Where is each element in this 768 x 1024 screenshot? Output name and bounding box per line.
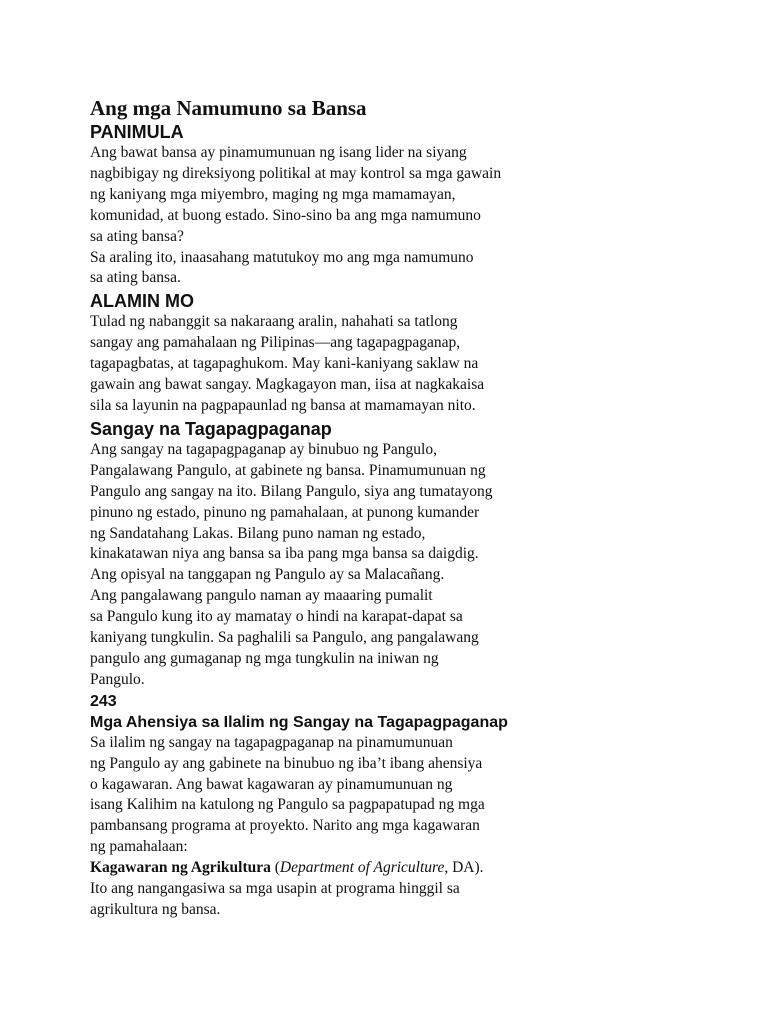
text-line: Ito ang nangangasiwa sa mga usapin at programa hinggil sa [90, 880, 460, 898]
agrikultura-paren-open: ( [270, 859, 280, 877]
text-line: Pangulo. [90, 670, 145, 688]
text-line: komunidad, at buong estado. Sino-sino ba ang mga namumuno [90, 206, 481, 224]
agrikultura-title-line [90, 858, 570, 879]
text-line: ng Pangulo ay ang gabinete na binubuo ng iba’t ibang ahensiya [90, 754, 483, 772]
text-line: isang Kalihim na katulong ng Pangulo sa pagpapatupad ng mga [90, 796, 485, 814]
text-line: sa ating bansa. [90, 269, 181, 287]
text-line: sa ating bansa? [90, 227, 184, 245]
section-heading-sangay: Sangay na Tagapagpaganap [90, 418, 332, 439]
text-line: Ang bawat bansa ay pinamumunuan ng isang lider na siyang [90, 144, 467, 161]
section-heading-panimula: PANIMULA [90, 122, 184, 142]
text-line: ng kaniyang mga miyembro, maging ng mga mamamayan, [90, 185, 456, 203]
text-line: nagbibigay ng direksiyong politikal at may kontrol sa mga gawain [90, 164, 502, 182]
text-line: Ang pangalawang pangulo naman ay maaaring pumalit [90, 587, 433, 605]
text-line: Sa ilalim ng sangay na tagapagpaganap na pinamumunuan [90, 733, 453, 751]
text-line: kaniyang tungkulin. Sa paghalili sa Pangulo, ang pangalawang [90, 629, 479, 647]
agrikultura-entry [90, 858, 570, 921]
ahensiya-paragraph [90, 733, 570, 858]
page-number: 243 [90, 692, 117, 710]
text-line: kinakatawan niya ang bansa sa iba pang mga bansa sa daigdig. [90, 545, 479, 563]
text-line: gawain ang bawat sangay. Magkagayon man, iisa at nagkakaisa [90, 376, 485, 394]
text-line: o kagawaran. Ang bawat kagawaran ay pinamumunuan ng [90, 775, 453, 793]
document-page [90, 95, 570, 921]
text-line: pinuno ng estado, pinuno ng pamahalaan, at punong kumander [90, 503, 480, 521]
text-line: sangay ang pamahalaan ng Pilipinas—ang tagapagpaganap, [90, 334, 461, 352]
sangay-paragraph [90, 440, 570, 691]
text-line: agrikultura ng bansa. [90, 901, 221, 918]
agrikultura-english-name: Department of Agriculture [279, 859, 445, 877]
text-line: Tulad ng nabanggit sa nakaraang aralin, nahahati sa tatlong [90, 313, 458, 331]
page-title: Ang mga Namumuno sa Bansa [90, 96, 367, 120]
text-line: ng Sandatahang Lakas. Bilang puno naman ng estado, [90, 524, 426, 542]
section-heading-alamin-mo: ALAMIN MO [90, 291, 194, 312]
text-line: pangulo ang gumaganap ng mga tungkulin na iniwan ng [90, 649, 439, 667]
text-line: Ang sangay na tagapagpaganap ay binubuo ng Pangulo, [90, 440, 437, 458]
text-line: pambansang programa at proyekto. Narito ang mga kagawaran [90, 817, 480, 835]
text-line: sila sa layunin na pagpapaunlad ng bansa at mamamayan nito. [90, 396, 476, 414]
text-line: Pangulo ang sangay na ito. Bilang Pangulo, siya ang tumatayong [90, 482, 493, 500]
agrikultura-name: Kagawaran ng Agrikultura [90, 859, 271, 877]
panimula-paragraph [90, 143, 570, 289]
text-line: Pangalawang Pangulo, at gabinete ng bansa. Pinamumunuan ng [90, 461, 486, 479]
text-line: Sa araling ito, inaasahang matutukoy mo ang mga namumuno [90, 248, 474, 266]
text-line: sa Pangulo kung ito ay mamatay o hindi na karapat-dapat sa [90, 608, 463, 626]
text-line: tagapagbatas, at tagapaghukom. May kani-kaniyang saklaw na [90, 355, 479, 373]
agrikultura-description [90, 879, 570, 921]
alamin-mo-paragraph [90, 312, 570, 417]
text-line: ng pamahalaan: [90, 838, 188, 856]
section-heading-ahensiya: Mga Ahensiya sa Ilalim ng Sangay na Tagapagpaganap [90, 713, 508, 731]
agrikultura-paren-close: , DA). [444, 859, 484, 877]
text-line: Ang opisyal na tanggapan ng Pangulo ay sa Malacañang. [90, 566, 445, 584]
